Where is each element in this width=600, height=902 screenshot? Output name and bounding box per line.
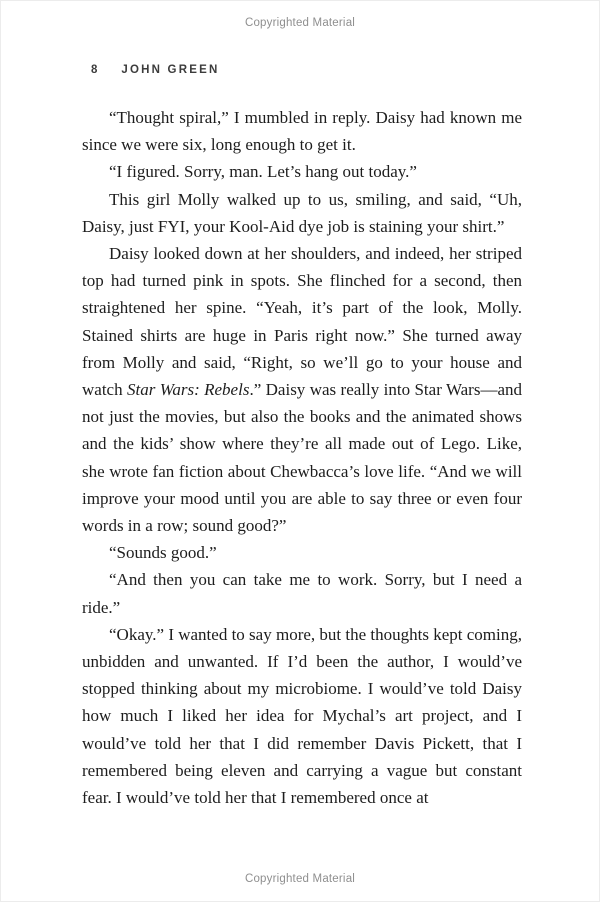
text-segment: “And then you can take me to work. Sorry, but I need a ride.”	[82, 570, 522, 617]
page-number: 8	[91, 64, 98, 76]
paragraph	[82, 539, 522, 566]
text-segment: “I figured. Sorry, man. Let’s hang out today.”	[109, 162, 417, 182]
paragraph	[82, 621, 522, 811]
copyright-notice-bottom: Copyrighted Material	[244, 873, 356, 885]
text-segment: “Thought spiral,” I mumbled in reply. Daisy had known me since we were six, long enough to get it.	[82, 108, 522, 155]
running-header	[91, 64, 219, 76]
text-segment: “Sounds good.”	[109, 543, 217, 563]
text-segment: “Okay.” I wanted to say more, but the thoughts kept coming, unbidden and unwanted. If I’d been the author, I would’ve stopped thinking about my microbiome. I would’ve told Daisy how much I liked her idea for Mychal’s art project, and I would’ve told her that I did remember Davis Pickett, that I remembered being eleven and carrying a vague but constant fear. I would’ve told her that I remembered once at	[82, 624, 522, 808]
paragraph	[82, 566, 522, 620]
paragraph	[82, 158, 522, 185]
running-header-author: JOHN GREEN	[121, 64, 220, 76]
paragraph	[82, 186, 522, 240]
paragraph	[82, 104, 522, 158]
italic-text-segment: Star Wars: Rebels	[127, 380, 250, 400]
text-segment: This girl Molly walked up to us, smiling, and said, “Uh, Daisy, just FYI, your Kool-Aid dye job is staining your shirt.”	[82, 189, 522, 236]
paragraph	[82, 240, 522, 539]
body-text	[82, 104, 522, 811]
text-segment: .” Daisy was really into Star Wars—and not just the movies, but also the books and the animated shows and the kids’ show where they’re all made out of Lego. Like, she wrote fan fiction about Chewbacca’s love life. “And we will improve your mood until you are able to say three or even four words in a row; sound good?”	[82, 380, 523, 536]
text-segment: Daisy looked down at her shoulders, and indeed, her striped top had turned pink in spots. She flinched for a second, then straightened her spine. “Yeah, it’s part of the look, Molly. Stained shirts are huge in Paris right now.” She turned away from Molly and said, “Right, so we’ll go to your house and watch	[82, 244, 522, 400]
copyright-notice-top: Copyrighted Material	[244, 17, 356, 29]
